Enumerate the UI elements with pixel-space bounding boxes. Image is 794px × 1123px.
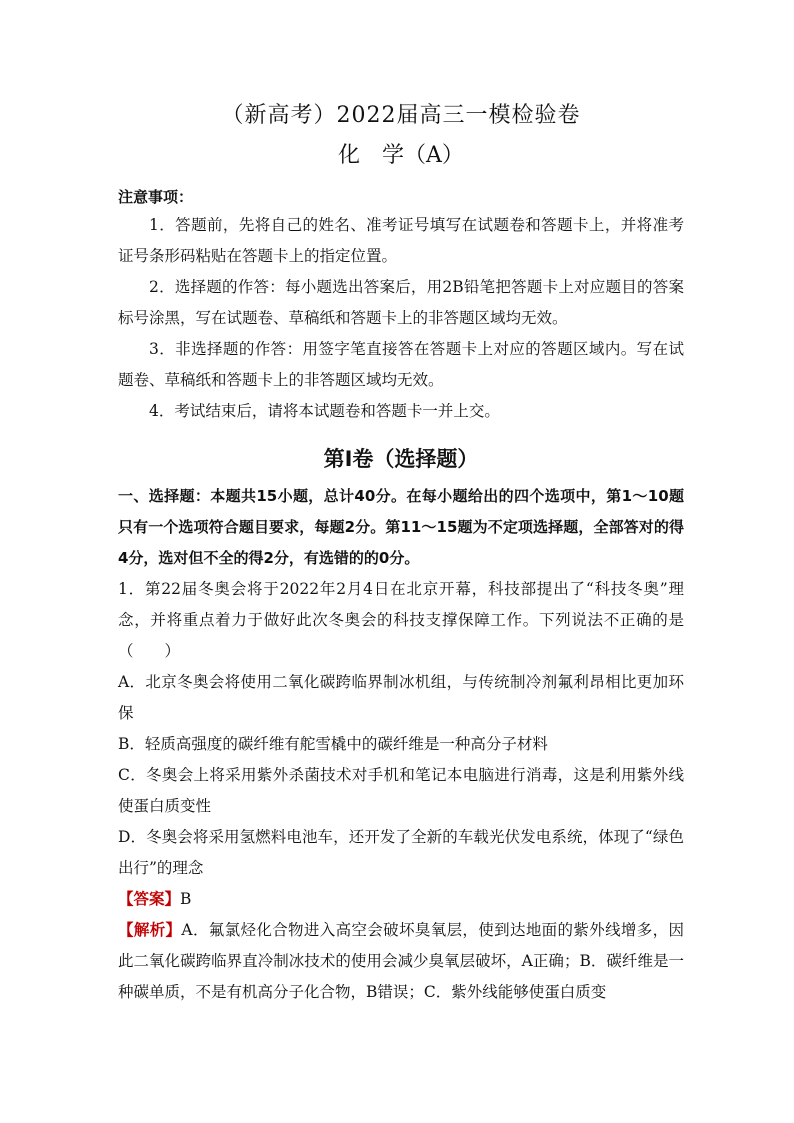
notice-item: 2．选择题的作答：每小题选出答案后，用2B铅笔把答题卡上对应题目的答案标号涂黑，写在试题卷、草稿纸和答题卡上的非答题区域均无效。 — [118, 278, 684, 327]
notice-item: 3．非选择题的作答：用签字笔直接答在答题卡上对应的答题区域内。写在试题卷、草稿纸和答题卡上的非答题区域均无效。 — [118, 340, 684, 389]
analysis-tag: 【解析】 — [118, 921, 182, 939]
question-option-d: D．冬奥会将采用氢燃料电池车，还开发了全新的车载光伏发电系统，体现了“绿色出行”的理念 — [118, 828, 684, 877]
exam-title: （新高考）2022届高三一模检验卷 — [221, 103, 581, 128]
question-option-a: A．北京冬奥会将使用二氧化碳跨临界制冰机组，与传统制冷剂氟利昂相比更加环保 — [118, 673, 684, 722]
question-option-c: C．冬奥会上将采用紫外杀菌技术对手机和笔记本电脑进行消毒，这是利用紫外线使蛋白质变性 — [118, 766, 684, 815]
notice-heading: 注意事项： — [118, 188, 194, 206]
answer-tag: 【答案】 — [118, 890, 181, 908]
section-title: 第Ⅰ卷（选择题） — [323, 447, 479, 471]
question-option-b: B．轻质高强度的碳纤维有舵雪橇中的碳纤维是一种高分子材料 — [118, 735, 548, 753]
analysis-text: A．氟氯烃化合物进入高空会破坏臭氧层，使到达地面的紫外线增多，因此二氧化碳跨临界直冷制冰技术的使用会减少臭氧层破坏，A正确；B．碳纤维是一种碳单质，不是有机高分子化合物，B错误；C．紫外线能够使蛋白质变 — [118, 921, 684, 1001]
exam-subtitle: 化 学（A） — [338, 143, 464, 168]
answer-line — [118, 884, 684, 915]
notice-item: 4．考试结束后，请将本试题卷和答题卡一并上交。 — [149, 402, 500, 420]
analysis-paragraph — [118, 915, 684, 1008]
question-stem: 1．第22届冬奥会将于2022年2月4日在北京开幕，科技部提出了“科技冬奥”理念，并将重点着力于做好此次冬奥会的科技支撑保障工作。下列说法不正确的是（ ） — [118, 580, 684, 660]
section-instructions: 一、选择题：本题共15小题，总计40分。在每小题给出的四个选项中，第1～10题只有一个选项符合题目要求，每题2分。第11～15题为不定项选择题，全部答对的得4分，选对但不全的得2分，有选错的的0分。 — [118, 487, 684, 567]
notice-item: 1．答题前，先将自己的姓名、准考证号填写在试题卷和答题卡上，并将准考证号条形码粘贴在答题卡上的指定位置。 — [118, 216, 684, 265]
exam-page — [118, 96, 684, 1008]
answer-value: B — [180, 890, 192, 908]
